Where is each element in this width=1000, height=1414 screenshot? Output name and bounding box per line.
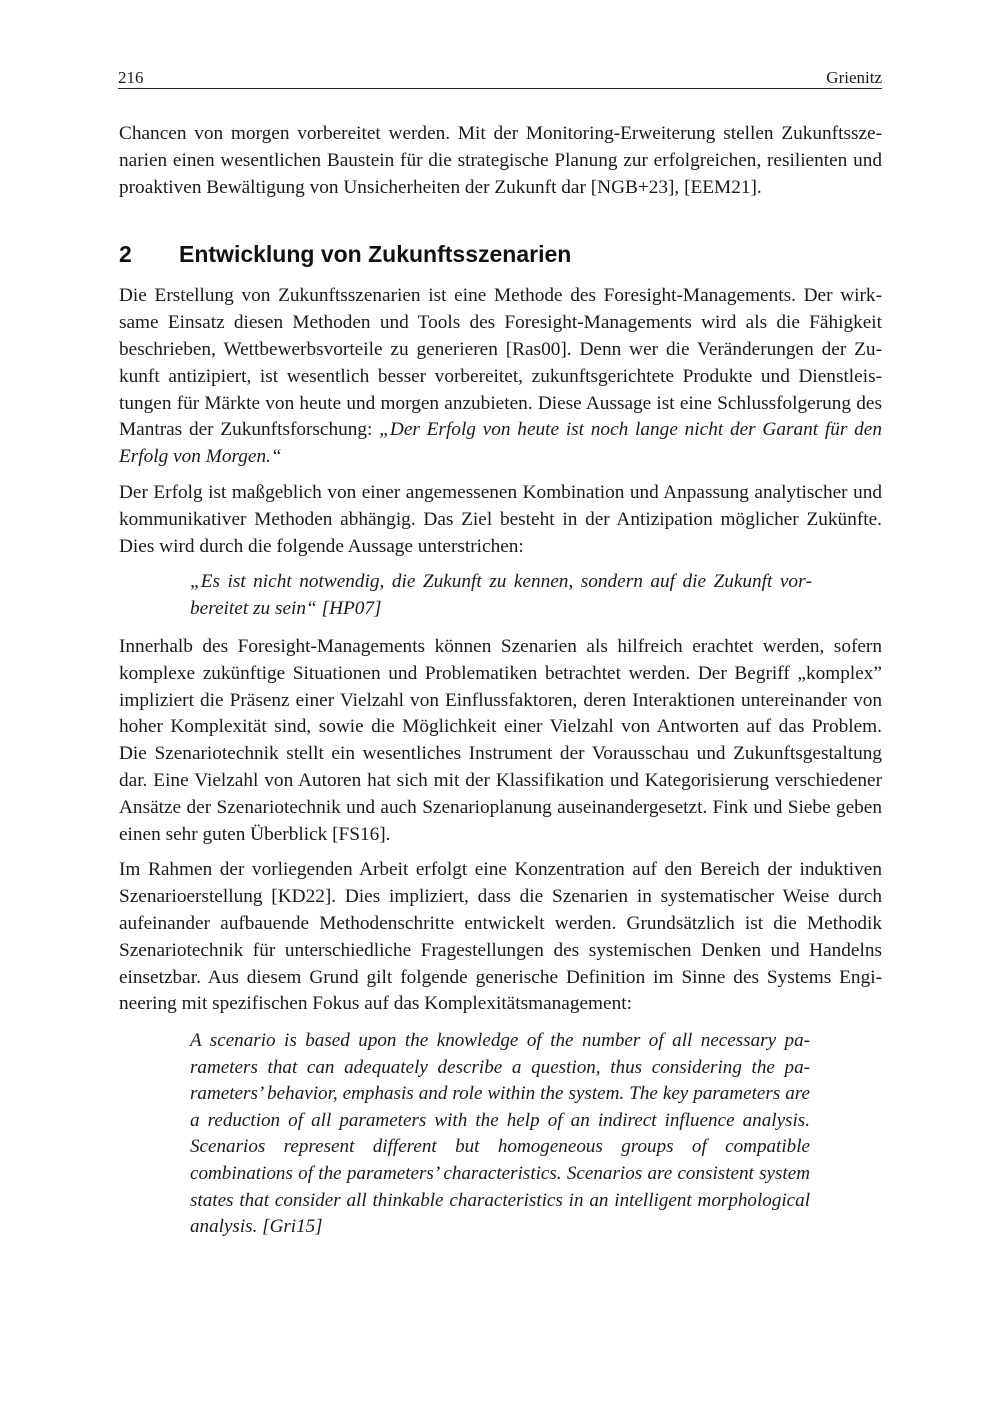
paragraph-success: Der Erfolg ist maßgeblich von einer angemessenen Kombination und Anpassung analytischer und kommunikativer Methoden abhängig. Das Ziel besteht in der Antizipation möglicher Zukünfte. Dies wird durch die folgende Aussage unterstrichen: [119,481,882,557]
running-header [118,66,882,89]
mantra-quote: „Der Erfolg von heute ist noch lange nicht der Garant für den Erfolg von Morgen.“ [119,419,882,468]
paragraph-scenarios: Innerhalb des Foresight-Managements können Szenarien als hilfreich erachtet werden, sofern komplexe zukünftige Situationen und Problematiken betrachtet werden. Der Begriff „komplex” impliziert die Präsenz einer Vielzahl von Einflussfaktoren, deren Interaktionen untereinander von hoher Komplexität sind, sowie die Möglichkeit einer Vielzahl von Antworten auf das Problem. Die Szenariotechnik stellt ein wesentliches Instrument der Vorausschau und Zukunftsgestaltung dar. Eine Vielzahl von Autoren hat sich mit der Klassifikation und Kategorisierung verschiedener Ansätze der Szenariotechnik und auch Szenarioplanung auseinandergesetzt. Fink und Siebe geben einen sehr guten Überblick [FS16]. [119,635,882,845]
main-text [119,121,882,1241]
section-title: Entwicklung von Zukunftsszenarien [179,241,572,268]
inline-quote-hp07: „Es ist nicht notwendig, die Zukunft zu kennen, sondern auf die Zukunft vorbereitet zu sein“ [HP07] [190,571,812,620]
page-number: 216 [118,68,144,87]
paragraph-inductive: Im Rahmen der vorliegenden Arbeit erfolgt eine Konzentration auf den Bereich der induktiven Szenarioerstellung [KD22]. Dies impliziert, dass die Szenarien in systematischer Weise durch aufeinander aufbauende Methodenschritte entwickelt werden. Grundsätzlich ist die Methodik Szenariotechnik für unterschiedliche Fragestellungen des systemischen Denken und Handelns einsetzbar. Aus diesem Grund gilt folgende generische Definition im Sinne des Systems Engineering mit spezifischen Fokus auf das Komplexitätsmanagement: [119,859,882,1015]
section-number: 2 [119,241,132,268]
paragraph-continuation: Chancen von morgen vorbereitet werden. Mit der Monitoring-Erweiterung stellen Zukunftsszenarien einen wesentlichen Baustein für die strategische Planung zur erfolgreichen, resilienten und proaktiven Bewältigung von Unsicherheiten der Zukunft dar [NGB+23], [EEM21]. [119,123,882,198]
definition-blockquote: A scenario is based upon the knowledge of the number of all necessary parameters that can adequately describe a question, thus considering the parameters’ behavior, emphasis and role within the system. The key parameters are a reduction of all parameters with the help of an indirect influence analysis. Scenarios represent different but homogeneous groups of compatible combinations of the parameters’ characteristics. Scenarios are consistent system states that consider all thinkable characteristics in an intelligent morphological analysis. [Gri15] [190,1030,810,1238]
section-heading [119,239,882,269]
running-head-author: Grienitz [826,68,882,87]
paragraph-foresight-text: Die Erstellung von Zukunftsszenarien ist eine Methode des Foresight-Managements. Der wirksame Einsatz diesen Methoden und Tools des Foresight-Managements wird als die Fähigkeit beschrieben, Wettbewerbsvorteile zu generieren [Ras00]. Denn wer die Veränderungen der Zukunft antizipiert, ist wesentlich besser vorbereitet, zukunftsgerichtete Produkte und Dienstleistungen für Märkte von heute und morgen anzubieten. Diese Aussage ist eine Schlussfolgerung des Mantras der Zukunftsforschung: [119,285,882,441]
paragraph-foresight [119,283,882,471]
